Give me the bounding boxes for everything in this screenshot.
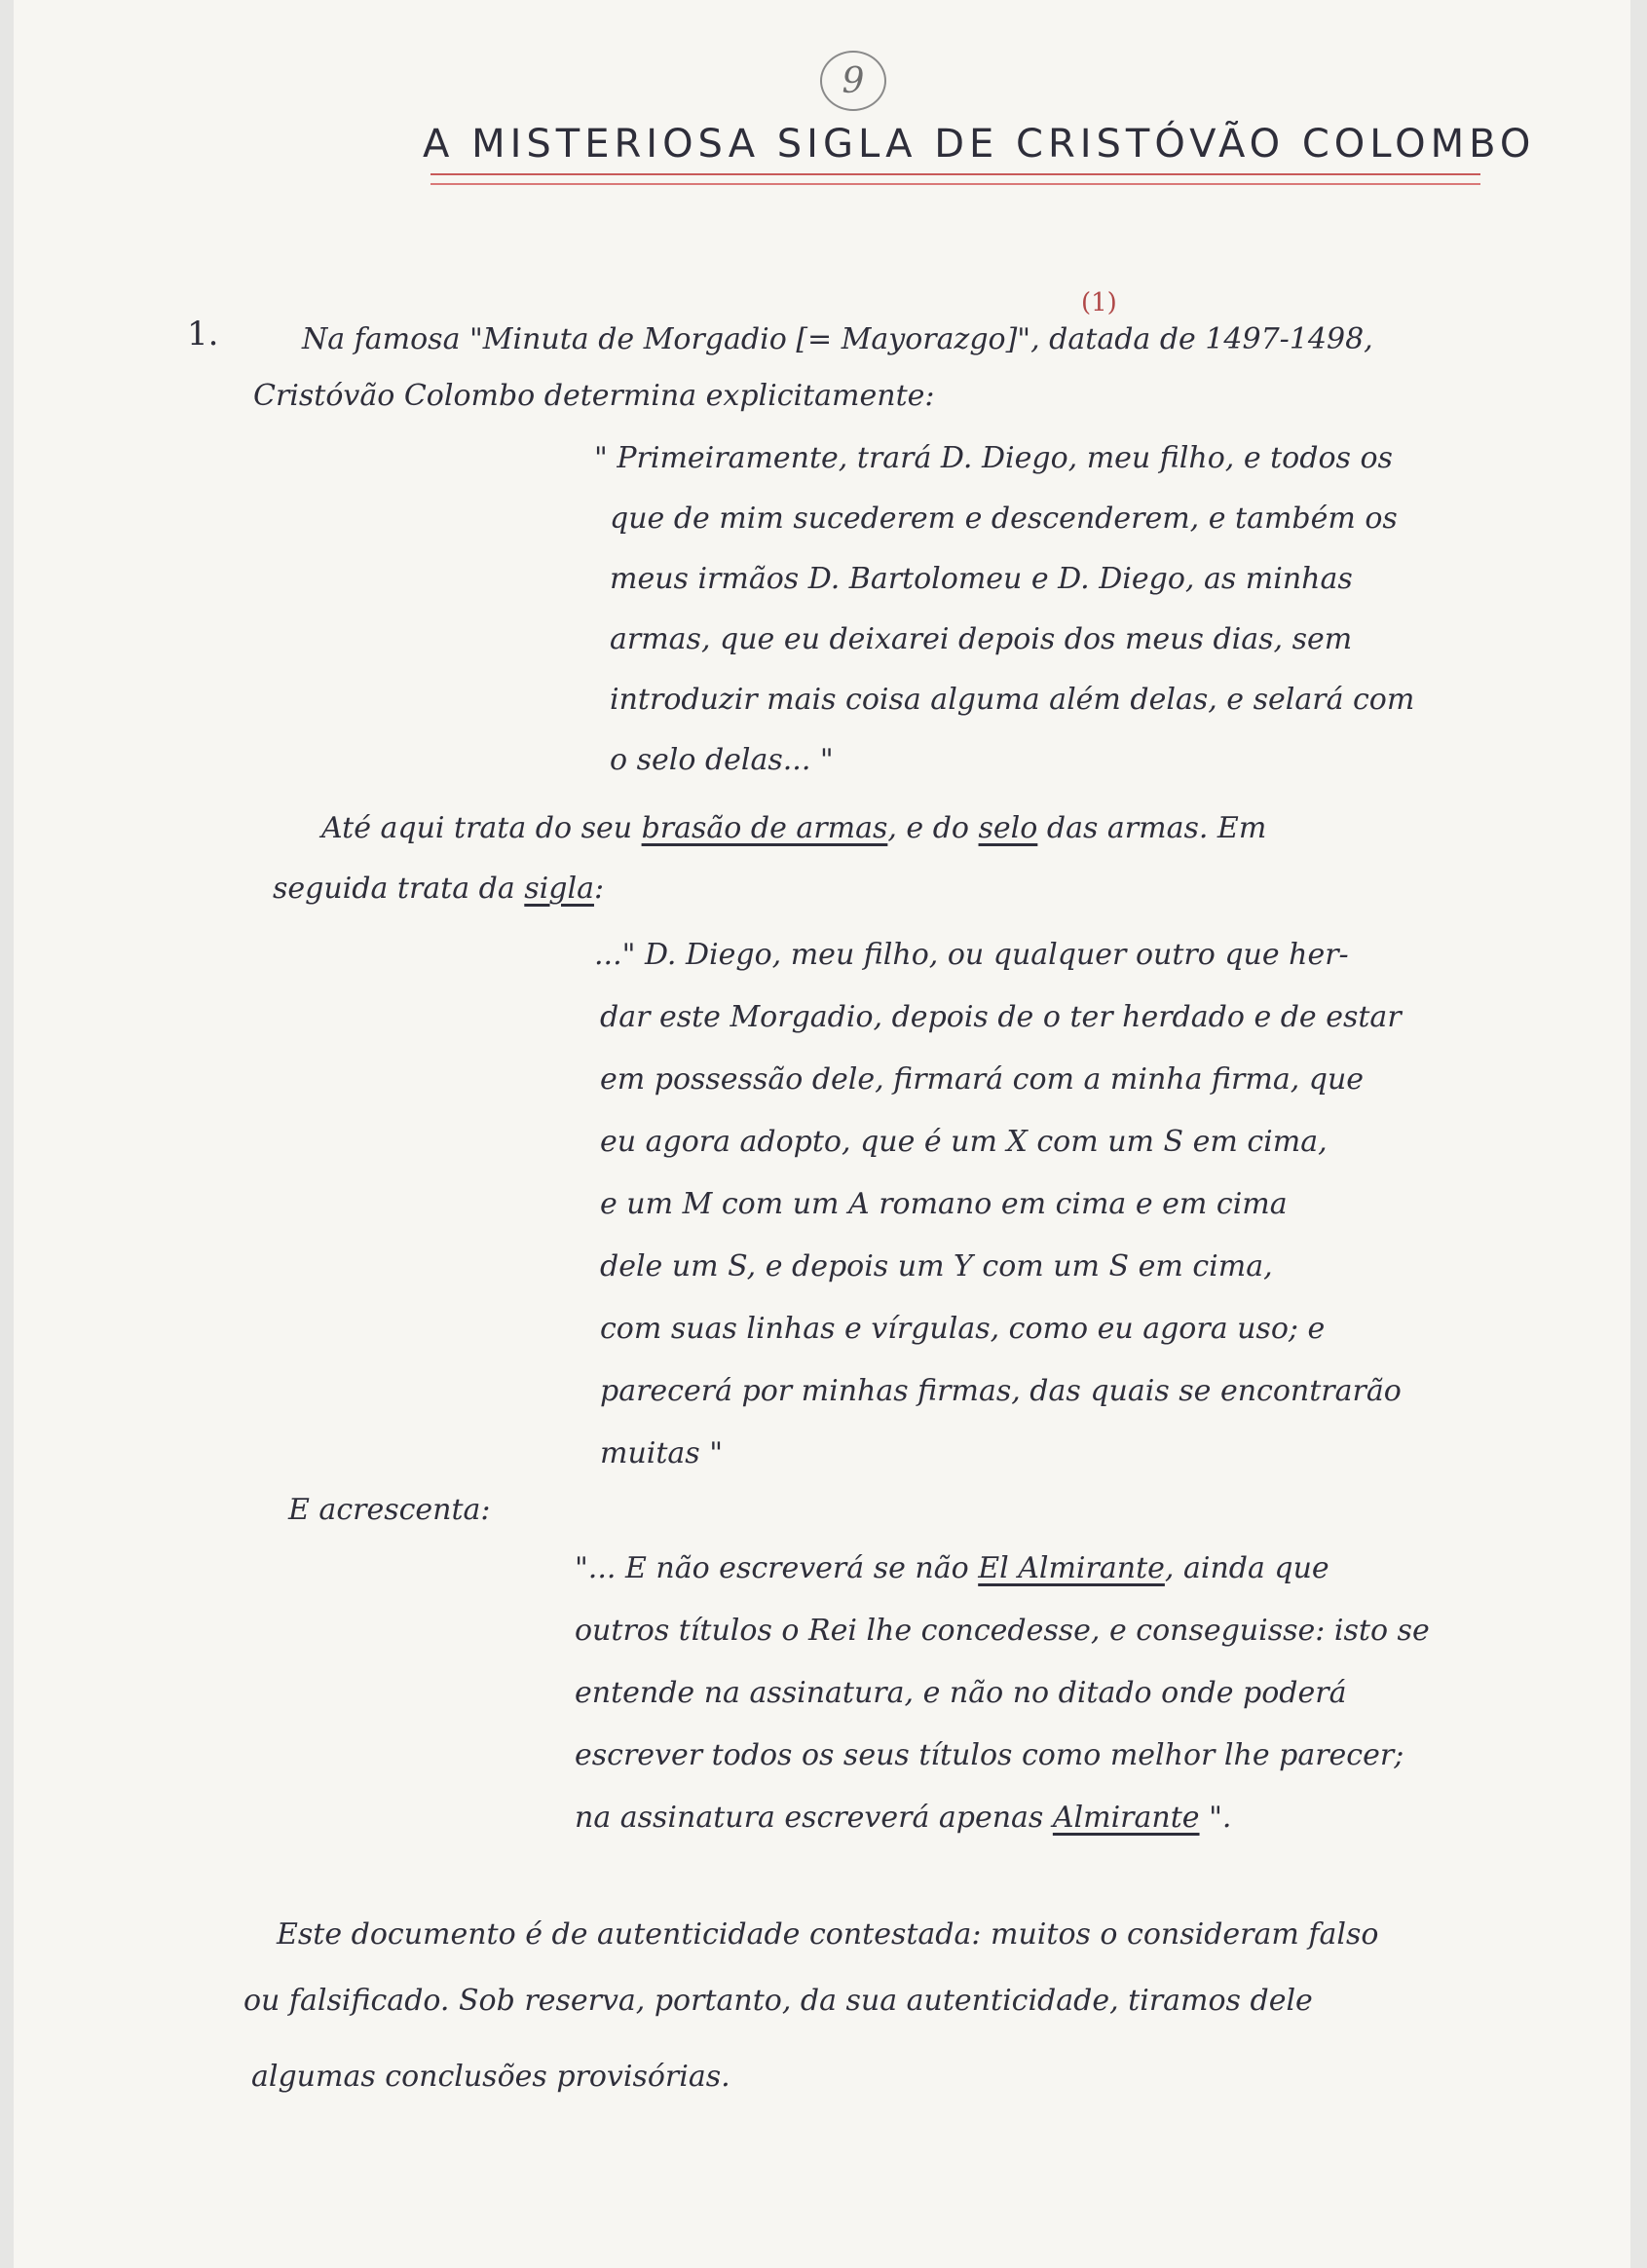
quote3-line-5 bbox=[575, 1803, 1231, 1833]
intro-line: Na famosa "Minuta de Morgadio [= Mayorazgo]", datada de 1497-1498, bbox=[302, 322, 1373, 356]
transition-line-2 bbox=[273, 874, 604, 904]
closing-line: algumas conclusões provisórias. bbox=[251, 2060, 730, 2094]
quote1-line: o selo delas... " bbox=[610, 743, 834, 777]
quote2-line: dele um S, e depois um Y com um S em cima, bbox=[600, 1249, 1273, 1283]
manuscript-page bbox=[14, 0, 1630, 2268]
intro-line: Cristóvão Colombo determina explicitamente: bbox=[253, 379, 935, 413]
page-number: 9 bbox=[820, 51, 886, 111]
quote2-line: em possessão dele, firmará com a minha firma, que bbox=[600, 1062, 1365, 1097]
quote1-line: meus irmãos D. Bartolomeu e D. Diego, as minhas bbox=[610, 562, 1353, 596]
quote2-line: eu agora adopto, que é um X com um S em cima, bbox=[600, 1125, 1328, 1159]
underlined-term: Almirante bbox=[1052, 1801, 1200, 1835]
page-title: A MISTERIOSA SIGLA DE CRISTÓVÃO COLOMBO bbox=[423, 122, 1536, 167]
quote3-text: , ainda que bbox=[1164, 1551, 1329, 1585]
footnote-mark: (1) bbox=[1081, 288, 1117, 317]
underlined-term: brasão de armas bbox=[641, 811, 888, 845]
quote3-line: outros títulos o Rei lhe concedesse, e conseguisse: isto se bbox=[575, 1614, 1430, 1648]
title-underline-1 bbox=[430, 173, 1480, 175]
underlined-term: selo bbox=[978, 811, 1038, 845]
quote2-line: dar este Morgadio, depois de o ter herdado e de estar bbox=[600, 1000, 1402, 1034]
transition-text: seguida trata da bbox=[273, 872, 525, 906]
transition-text: , e do bbox=[887, 811, 979, 845]
quote3-line-1 bbox=[575, 1551, 1329, 1585]
quote1-line: " Primeiramente, trará D. Diego, meu filho, e todos os bbox=[594, 441, 1393, 475]
transition-text: : bbox=[593, 872, 605, 906]
quote1-line: armas, que eu deixarei depois dos meus dias, sem bbox=[610, 622, 1353, 656]
quote3-line: escrever todos os seus títulos como melhor lhe parecer; bbox=[575, 1738, 1404, 1772]
quote3-text: na assinatura escreverá apenas bbox=[575, 1801, 1053, 1835]
closing-line: Este documento é de autenticidade contestada: muitos o consideram falso bbox=[277, 1917, 1379, 1952]
quote1-line: introduzir mais coisa alguma além delas, e selará com bbox=[610, 683, 1415, 717]
quote2-line: ..." D. Diego, meu filho, ou qualquer outro que her- bbox=[594, 938, 1349, 972]
transition-line-1 bbox=[321, 811, 1267, 845]
quote2-line: com suas linhas e vírgulas, como eu agora uso; e bbox=[600, 1312, 1326, 1346]
quote3-line: entende na assinatura, e não no ditado onde poderá bbox=[575, 1676, 1347, 1710]
transition-text: Até aqui trata do seu bbox=[321, 811, 642, 845]
underlined-term: sigla bbox=[524, 872, 594, 906]
underlined-term: El Almirante bbox=[978, 1551, 1165, 1585]
quote2-line: e um M com um A romano em cima e em cima bbox=[600, 1187, 1288, 1221]
quote3-text: "... E não escreverá se não bbox=[575, 1551, 979, 1585]
title-underline-2 bbox=[430, 183, 1480, 185]
quote2-line: parecerá por minhas firmas, das quais se encontrarão bbox=[600, 1374, 1402, 1408]
quote3-text: ". bbox=[1199, 1801, 1232, 1835]
quote2-line: muitas " bbox=[600, 1436, 724, 1470]
section-number: 1. bbox=[187, 315, 219, 353]
closing-line: ou falsificado. Sob reserva, portanto, da sua autenticidade, tiramos dele bbox=[243, 1984, 1313, 2018]
quote1-line: que de mim sucederem e descenderem, e também os bbox=[610, 502, 1398, 536]
acrescenta-label: E acrescenta: bbox=[288, 1493, 491, 1527]
transition-text: das armas. Em bbox=[1037, 811, 1267, 845]
